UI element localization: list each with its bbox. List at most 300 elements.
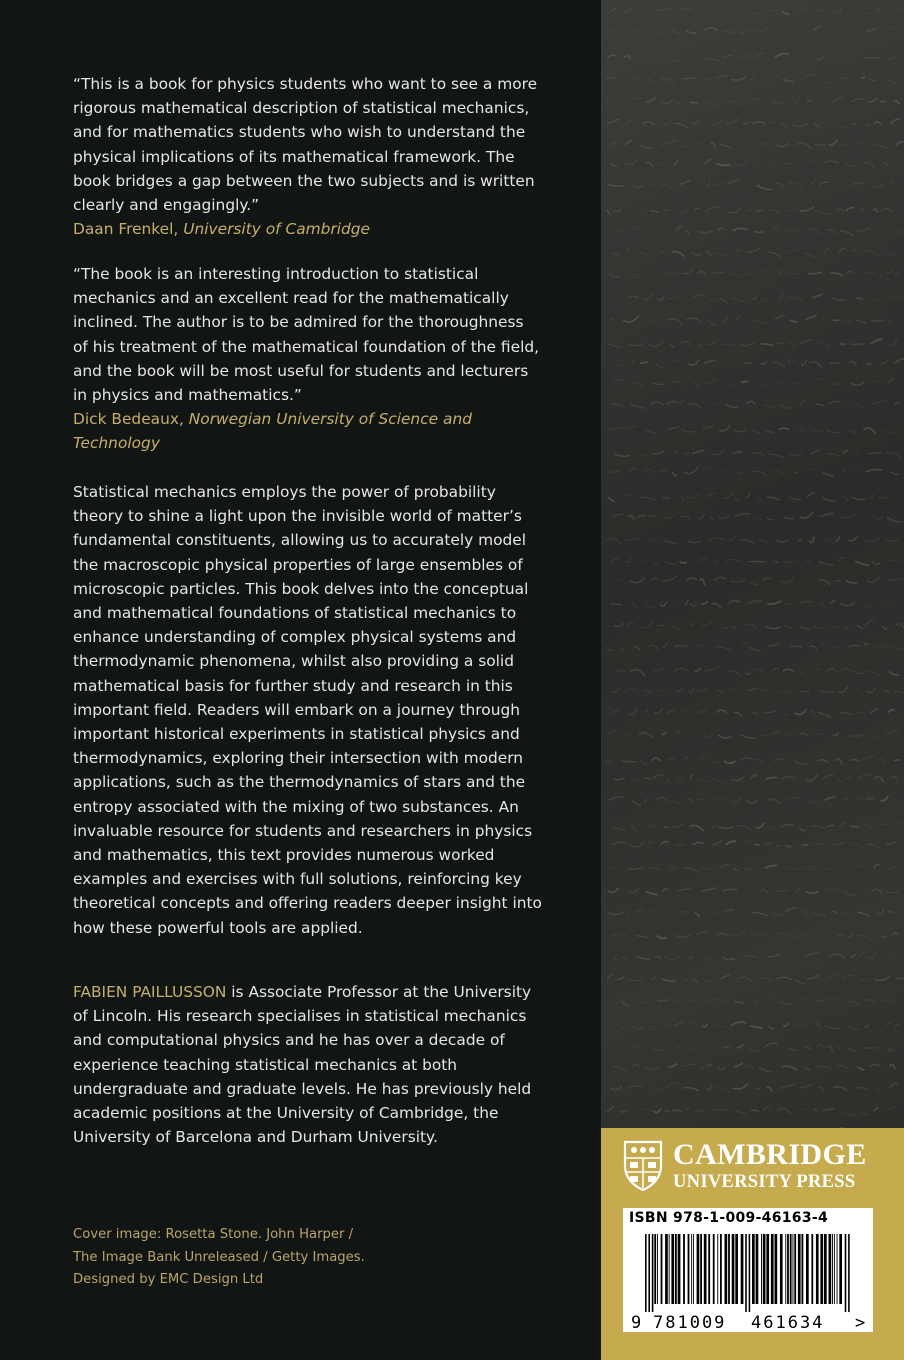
barcode-bar bbox=[675, 1234, 677, 1304]
carved-glyph bbox=[720, 145, 733, 149]
carved-glyph bbox=[874, 646, 889, 650]
barcode-bar bbox=[761, 1234, 762, 1304]
carved-glyph bbox=[797, 8, 809, 11]
carved-glyph bbox=[664, 1110, 670, 1111]
carved-glyph bbox=[830, 363, 840, 364]
carved-glyph bbox=[609, 318, 615, 320]
carved-glyph bbox=[804, 1067, 811, 1071]
carved-glyph bbox=[863, 428, 875, 434]
carved-glyph bbox=[781, 577, 795, 583]
carved-glyph bbox=[626, 912, 631, 916]
barcode-bar bbox=[839, 1234, 842, 1304]
carved-glyph bbox=[871, 183, 883, 187]
barcode-bar bbox=[691, 1234, 692, 1304]
carved-glyph bbox=[644, 826, 655, 829]
carved-glyph bbox=[672, 252, 684, 257]
carved-glyph bbox=[657, 1000, 669, 1001]
carved-glyph bbox=[674, 160, 678, 165]
carved-glyph bbox=[708, 341, 717, 344]
carved-glyph bbox=[664, 827, 669, 828]
carved-glyph bbox=[704, 957, 717, 961]
carved-glyph bbox=[799, 400, 805, 404]
carved-glyph bbox=[822, 1109, 834, 1111]
carved-glyph bbox=[887, 560, 903, 561]
carved-glyph bbox=[786, 210, 796, 211]
barcode-bar bbox=[704, 1234, 707, 1304]
carved-glyph bbox=[775, 183, 785, 187]
carved-glyph bbox=[614, 957, 618, 960]
carved-glyph bbox=[718, 691, 724, 693]
carved-glyph bbox=[857, 228, 871, 232]
carved-glyph bbox=[626, 248, 631, 252]
carved-glyph bbox=[672, 382, 684, 385]
carved-glyph bbox=[718, 228, 724, 231]
carved-glyph bbox=[687, 494, 700, 498]
carved-glyph bbox=[817, 1087, 824, 1092]
carved-glyph bbox=[652, 383, 664, 385]
carved-glyph bbox=[741, 381, 748, 382]
carved-glyph bbox=[770, 210, 781, 213]
carved-glyph bbox=[715, 11, 722, 15]
carved-glyph bbox=[766, 997, 771, 1001]
carved-glyph bbox=[859, 952, 865, 957]
carved-glyph bbox=[781, 825, 794, 827]
carved-glyph bbox=[765, 10, 779, 11]
carved-glyph bbox=[626, 539, 640, 541]
carved-glyph bbox=[731, 1022, 746, 1026]
carved-glyph bbox=[701, 601, 708, 604]
carved-glyph bbox=[891, 119, 900, 123]
carved-glyph bbox=[743, 145, 752, 150]
carved-glyph bbox=[857, 912, 869, 915]
carved-glyph bbox=[820, 99, 828, 102]
carved-glyph bbox=[887, 55, 897, 59]
carved-glyph bbox=[745, 493, 750, 497]
carved-glyph bbox=[767, 954, 780, 957]
carved-glyph bbox=[844, 26, 858, 31]
carved-glyph bbox=[676, 730, 681, 735]
carved-glyph bbox=[705, 666, 720, 671]
carved-glyph bbox=[729, 601, 740, 604]
carved-glyph bbox=[732, 452, 742, 454]
carved-glyph bbox=[641, 761, 648, 765]
carved-glyph bbox=[785, 868, 800, 869]
isbn-label: ISBN 978-1-009-46163-4 bbox=[629, 1210, 829, 1226]
carved-glyph bbox=[645, 98, 655, 102]
carved-glyph bbox=[708, 538, 723, 540]
carved-glyph bbox=[731, 776, 745, 780]
quote-attribution bbox=[73, 220, 370, 238]
barcode-bar bbox=[820, 1234, 823, 1304]
carved-glyph bbox=[747, 401, 755, 404]
carved-glyph bbox=[611, 252, 619, 255]
carved-glyph bbox=[654, 708, 663, 713]
carved-glyph bbox=[671, 361, 685, 364]
carved-glyph bbox=[723, 910, 734, 912]
carved-glyph bbox=[611, 8, 616, 11]
carved-glyph bbox=[876, 6, 881, 11]
barcode-bar bbox=[798, 1234, 801, 1304]
carved-glyph bbox=[742, 122, 750, 125]
carved-glyph bbox=[726, 560, 741, 563]
carved-glyph bbox=[663, 497, 670, 499]
carved-glyph bbox=[630, 826, 636, 832]
carved-glyph bbox=[730, 580, 745, 582]
carved-glyph bbox=[823, 539, 834, 544]
carved-glyph bbox=[798, 429, 806, 433]
carved-glyph bbox=[696, 645, 709, 650]
carved-glyph bbox=[620, 98, 626, 102]
carved-glyph bbox=[754, 517, 762, 519]
carved-glyph bbox=[855, 55, 861, 58]
carved-glyph bbox=[815, 124, 820, 128]
barcode-bar bbox=[648, 1234, 650, 1312]
carved-glyph bbox=[787, 182, 803, 188]
carved-glyph bbox=[892, 647, 902, 650]
carved-glyph bbox=[786, 797, 801, 800]
carved-glyph bbox=[799, 733, 808, 736]
carved-glyph bbox=[822, 497, 836, 502]
carved-glyph bbox=[628, 343, 644, 345]
carved-glyph bbox=[686, 231, 691, 236]
carved-glyph bbox=[846, 271, 855, 273]
carved-glyph bbox=[800, 671, 805, 674]
carved-glyph bbox=[660, 251, 667, 252]
carved-glyph bbox=[822, 472, 834, 476]
carved-glyph bbox=[796, 888, 800, 892]
carved-glyph bbox=[815, 404, 824, 406]
carved-glyph bbox=[644, 430, 658, 433]
quote-author: Daan Frenkel, bbox=[73, 220, 179, 239]
carved-glyph bbox=[679, 562, 687, 563]
barcode-bar bbox=[756, 1234, 759, 1304]
carved-glyph bbox=[739, 758, 753, 761]
carved-glyph bbox=[846, 164, 856, 167]
carved-glyph bbox=[896, 7, 904, 11]
carved-glyph bbox=[750, 933, 758, 937]
carved-glyph bbox=[660, 602, 667, 606]
carved-glyph bbox=[870, 708, 878, 712]
carved-glyph bbox=[835, 580, 841, 581]
carved-glyph bbox=[754, 164, 765, 166]
carved-glyph bbox=[735, 161, 747, 166]
carved-glyph bbox=[894, 1024, 899, 1026]
carved-glyph bbox=[862, 890, 867, 892]
carved-glyph bbox=[695, 1110, 706, 1112]
carved-glyph bbox=[847, 735, 863, 737]
carved-glyph bbox=[636, 58, 644, 59]
carved-glyph bbox=[814, 668, 820, 671]
carved-glyph bbox=[873, 209, 878, 213]
carved-glyph bbox=[881, 209, 892, 212]
carved-glyph bbox=[676, 298, 683, 300]
carved-glyph bbox=[712, 450, 724, 455]
carved-glyph bbox=[759, 540, 769, 544]
carved-glyph bbox=[676, 603, 680, 604]
carved-glyph bbox=[703, 999, 708, 1001]
barcode-bar bbox=[652, 1234, 654, 1312]
carved-glyph bbox=[698, 7, 706, 12]
carved-glyph bbox=[653, 668, 665, 672]
carved-glyph bbox=[735, 250, 741, 252]
barcode-bar bbox=[745, 1234, 747, 1312]
barcode-bar bbox=[693, 1234, 694, 1304]
carved-glyph bbox=[686, 578, 697, 581]
carved-glyph bbox=[889, 1083, 898, 1087]
carved-glyph bbox=[826, 868, 835, 869]
barcode-bar bbox=[811, 1234, 813, 1304]
carved-glyph bbox=[772, 668, 779, 671]
carved-glyph bbox=[829, 626, 838, 628]
publisher-subtitle: UNIVERSITY PRESS bbox=[673, 1172, 856, 1192]
carved-glyph bbox=[840, 141, 850, 145]
carved-glyph bbox=[786, 936, 797, 938]
carved-glyph bbox=[840, 231, 853, 236]
carved-glyph bbox=[880, 101, 886, 102]
carved-glyph bbox=[728, 180, 741, 184]
carved-glyph bbox=[608, 888, 618, 892]
carved-glyph bbox=[738, 470, 745, 473]
carved-glyph bbox=[776, 540, 788, 542]
carved-glyph bbox=[627, 120, 635, 124]
carved-glyph bbox=[768, 1026, 774, 1029]
carved-glyph bbox=[849, 430, 855, 434]
carved-glyph bbox=[612, 209, 621, 212]
carved-glyph bbox=[850, 1001, 862, 1005]
carved-glyph bbox=[838, 867, 851, 871]
carved-glyph bbox=[864, 163, 875, 168]
carved-glyph bbox=[834, 1087, 848, 1091]
carved-glyph bbox=[628, 1086, 644, 1088]
carved-glyph bbox=[797, 56, 808, 62]
carved-glyph bbox=[764, 1106, 770, 1110]
carved-glyph bbox=[756, 823, 765, 828]
carved-glyph bbox=[821, 643, 826, 647]
carved-glyph bbox=[754, 231, 764, 233]
carved-glyph bbox=[779, 690, 793, 692]
carved-glyph bbox=[864, 643, 869, 646]
carved-glyph bbox=[799, 602, 812, 604]
carved-glyph bbox=[844, 891, 856, 895]
carved-glyph bbox=[629, 841, 645, 847]
carved-glyph bbox=[705, 493, 716, 497]
carved-glyph bbox=[757, 497, 763, 500]
carved-glyph bbox=[772, 226, 779, 231]
carved-glyph bbox=[651, 578, 659, 580]
carved-glyph bbox=[732, 298, 746, 302]
carved-glyph bbox=[778, 933, 783, 936]
carved-glyph bbox=[628, 889, 638, 893]
carved-glyph bbox=[623, 316, 639, 323]
carved-glyph bbox=[762, 978, 774, 982]
carved-glyph bbox=[714, 1026, 726, 1027]
carved-glyph bbox=[852, 844, 864, 849]
carved-glyph bbox=[682, 708, 694, 712]
carved-glyph bbox=[854, 866, 868, 868]
carved-glyph bbox=[809, 646, 817, 650]
carved-glyph bbox=[743, 363, 753, 364]
barcode-bar bbox=[816, 1234, 819, 1304]
carved-glyph bbox=[711, 403, 722, 405]
carved-glyph bbox=[691, 604, 697, 606]
carved-glyph bbox=[734, 429, 747, 431]
carved-glyph bbox=[823, 161, 838, 163]
carved-glyph bbox=[740, 539, 756, 545]
barcode-bar bbox=[837, 1234, 838, 1304]
barcode-bar bbox=[661, 1234, 663, 1304]
carved-glyph bbox=[652, 1048, 665, 1051]
carved-glyph bbox=[799, 340, 813, 344]
carved-glyph bbox=[688, 688, 694, 693]
carved-glyph bbox=[748, 98, 763, 102]
carved-glyph bbox=[787, 250, 800, 252]
carved-glyph bbox=[762, 935, 769, 940]
carved-glyph bbox=[637, 515, 646, 517]
carved-glyph bbox=[868, 671, 881, 676]
carved-glyph bbox=[859, 712, 866, 714]
carved-glyph bbox=[879, 759, 885, 765]
carved-glyph bbox=[652, 758, 661, 761]
barcode-bar bbox=[665, 1234, 668, 1304]
carved-glyph bbox=[829, 140, 838, 145]
carved-glyph bbox=[767, 644, 779, 647]
carved-glyph bbox=[831, 55, 835, 58]
carved-glyph bbox=[831, 600, 836, 603]
carved-glyph bbox=[606, 539, 621, 544]
carved-glyph bbox=[860, 1110, 869, 1114]
barcode-bar bbox=[657, 1234, 658, 1304]
carved-glyph bbox=[624, 140, 632, 145]
carved-glyph bbox=[831, 29, 836, 31]
carved-glyph bbox=[896, 978, 904, 979]
carved-glyph bbox=[829, 954, 845, 958]
carved-glyph bbox=[781, 1066, 797, 1070]
carved-glyph bbox=[701, 621, 713, 626]
carved-glyph bbox=[704, 58, 720, 61]
carved-glyph bbox=[724, 363, 733, 366]
carved-glyph bbox=[727, 536, 736, 540]
carved-glyph bbox=[725, 101, 741, 107]
carved-glyph bbox=[850, 954, 856, 957]
carved-glyph bbox=[775, 54, 790, 58]
carved-glyph bbox=[745, 841, 752, 845]
carved-glyph bbox=[687, 1021, 695, 1026]
carved-glyph bbox=[837, 779, 843, 782]
carved-glyph bbox=[891, 229, 902, 235]
carved-glyph bbox=[769, 454, 785, 458]
carved-glyph bbox=[713, 798, 728, 802]
carved-glyph bbox=[805, 775, 817, 781]
carved-glyph bbox=[873, 145, 887, 148]
carved-glyph bbox=[888, 182, 893, 185]
carved-glyph bbox=[651, 181, 658, 186]
carved-glyph bbox=[855, 798, 862, 802]
carved-glyph bbox=[624, 79, 629, 81]
carved-glyph bbox=[783, 561, 799, 562]
carved-glyph bbox=[742, 956, 757, 957]
carved-glyph bbox=[767, 517, 774, 520]
carved-glyph bbox=[883, 691, 890, 692]
carved-glyph bbox=[693, 383, 698, 386]
carved-glyph bbox=[875, 976, 890, 980]
carved-glyph bbox=[674, 451, 678, 454]
carved-glyph bbox=[887, 517, 902, 522]
carved-glyph bbox=[605, 625, 611, 628]
carved-glyph bbox=[888, 911, 894, 913]
carved-glyph bbox=[787, 1048, 798, 1051]
carved-glyph bbox=[869, 79, 877, 81]
carved-glyph bbox=[692, 252, 702, 255]
carved-glyph bbox=[772, 102, 786, 105]
carved-glyph bbox=[741, 643, 746, 647]
carved-glyph bbox=[870, 1064, 881, 1067]
carved-glyph bbox=[666, 401, 677, 404]
carved-glyph bbox=[625, 160, 638, 165]
barcode-digit-first: 9 bbox=[631, 1313, 642, 1332]
carved-glyph bbox=[639, 454, 649, 456]
carved-glyph bbox=[754, 670, 763, 673]
carved-glyph bbox=[625, 494, 633, 497]
carved-glyph bbox=[614, 454, 630, 456]
carved-glyph bbox=[894, 760, 901, 761]
carved-glyph bbox=[610, 687, 621, 692]
carved-glyph bbox=[886, 1106, 896, 1110]
carved-glyph bbox=[730, 689, 738, 694]
carved-glyph bbox=[867, 952, 876, 959]
carved-glyph bbox=[657, 296, 664, 301]
carved-glyph bbox=[687, 540, 702, 542]
carved-glyph bbox=[827, 454, 840, 456]
carved-glyph bbox=[848, 776, 852, 779]
carved-glyph bbox=[660, 140, 676, 145]
barcode-bar bbox=[725, 1234, 728, 1304]
carved-glyph bbox=[713, 761, 720, 763]
carved-glyph bbox=[607, 119, 620, 124]
carved-glyph bbox=[799, 1109, 809, 1111]
carved-glyph bbox=[849, 472, 861, 473]
carved-glyph bbox=[779, 428, 789, 430]
carved-glyph bbox=[767, 799, 780, 804]
carved-glyph bbox=[865, 538, 880, 542]
carved-glyph bbox=[767, 1087, 773, 1091]
carved-glyph bbox=[753, 295, 757, 299]
carved-glyph bbox=[773, 759, 785, 761]
carved-glyph bbox=[788, 954, 798, 957]
carved-glyph bbox=[780, 404, 791, 408]
carved-glyph bbox=[787, 343, 795, 349]
carved-glyph bbox=[679, 8, 691, 11]
carved-glyph bbox=[856, 935, 872, 939]
carved-glyph bbox=[763, 710, 777, 713]
carved-glyph bbox=[820, 513, 834, 517]
carved-glyph bbox=[691, 734, 701, 735]
carved-glyph bbox=[666, 1083, 679, 1088]
carved-glyph bbox=[620, 1110, 627, 1113]
carved-glyph bbox=[630, 778, 640, 780]
quote-institution: Norwegian University of Science and Technology bbox=[73, 410, 472, 453]
carved-glyph bbox=[675, 1044, 681, 1048]
carved-glyph bbox=[848, 536, 857, 541]
carved-glyph bbox=[746, 248, 761, 252]
carved-glyph bbox=[645, 230, 654, 231]
carved-glyph bbox=[654, 562, 659, 564]
carved-glyph bbox=[610, 26, 619, 32]
carved-glyph bbox=[819, 343, 830, 349]
carved-glyph bbox=[762, 578, 772, 580]
carved-glyph bbox=[806, 229, 820, 234]
carved-glyph bbox=[697, 231, 713, 233]
carved-glyph bbox=[690, 775, 694, 779]
